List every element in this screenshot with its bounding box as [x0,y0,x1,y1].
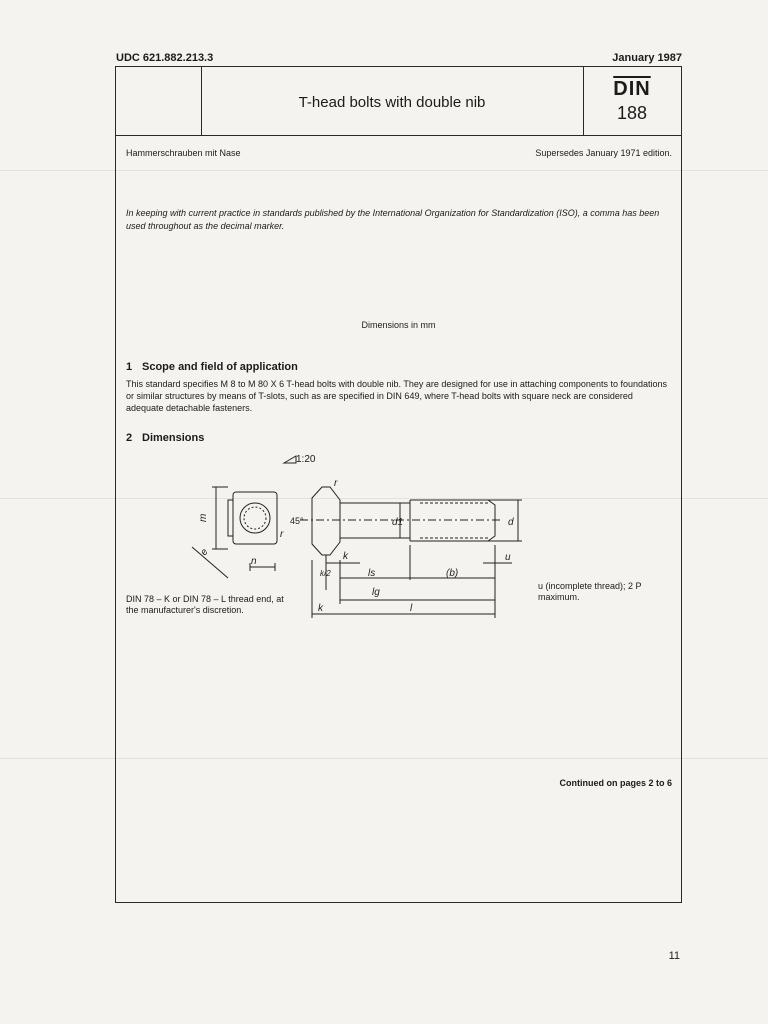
document-title: T-head bolts with double nib [298,94,486,111]
taper-label: 1:20 [296,454,316,465]
page-number: 11 [668,950,680,962]
thread-end-note: DIN 78 – K or DIN 78 – L thread end, at the manufacturer's discretion. [126,594,284,615]
label-u: u [505,552,511,563]
section-2-title: Dimensions [142,432,205,444]
label-l: l [410,603,413,614]
german-title: Hammerschrauben mit Nase [126,148,241,158]
label-d1: d1 [392,517,404,528]
iso-decimal-note: In keeping with current practice in standards published by the International Organization for Standardization (ISO), a comma has been used throughout as the decimal marker. [126,208,660,231]
taper-symbol-icon [284,456,296,463]
label-b: (b) [446,568,459,579]
label-lg: lg [372,587,380,598]
label-ls: ls [368,568,376,579]
incomplete-thread-note: u (incomplete thread); 2 P maximum. [538,581,642,602]
label-e: e [198,546,211,558]
udc-code: UDC 621.882.213.3 [116,52,214,64]
dimensions-unit-note: Dimensions in mm [361,320,436,330]
side-view [300,487,522,618]
din-word: $\overline{DIN}$ [613,78,651,100]
label-k-top: k [343,551,348,562]
label-r-side: r [334,478,338,489]
label-k-bottom: k [318,603,323,614]
label-m: m [198,513,209,522]
continued-note: Continued on pages 2 to 6 [559,778,672,788]
section-1-body: This standard specifies M 8 to M 80 X 6 T-head bolts with double nib. They are designed for use in attaching components to foundations or similar structures by means of T-slots, such as are specified in DIN 649, where T-head bolts with square neck are considered adequate detachable fasteners. [126,379,667,413]
label-n: n [251,556,257,567]
section-1-title: Scope and field of application [142,361,298,373]
label-r-end: r [280,529,284,540]
label-k-half: k/2 [320,569,331,578]
label-d: d [508,517,514,528]
end-view [192,487,277,578]
issue-date: January 1987 [612,52,682,64]
supersedes-note: Supersedes January 1971 edition. [535,148,672,158]
label-angle: 45° [290,516,304,526]
din-number: 188 [616,103,648,123]
section-2-number: 2 [126,432,133,444]
section-1-number: 1 [126,361,133,373]
